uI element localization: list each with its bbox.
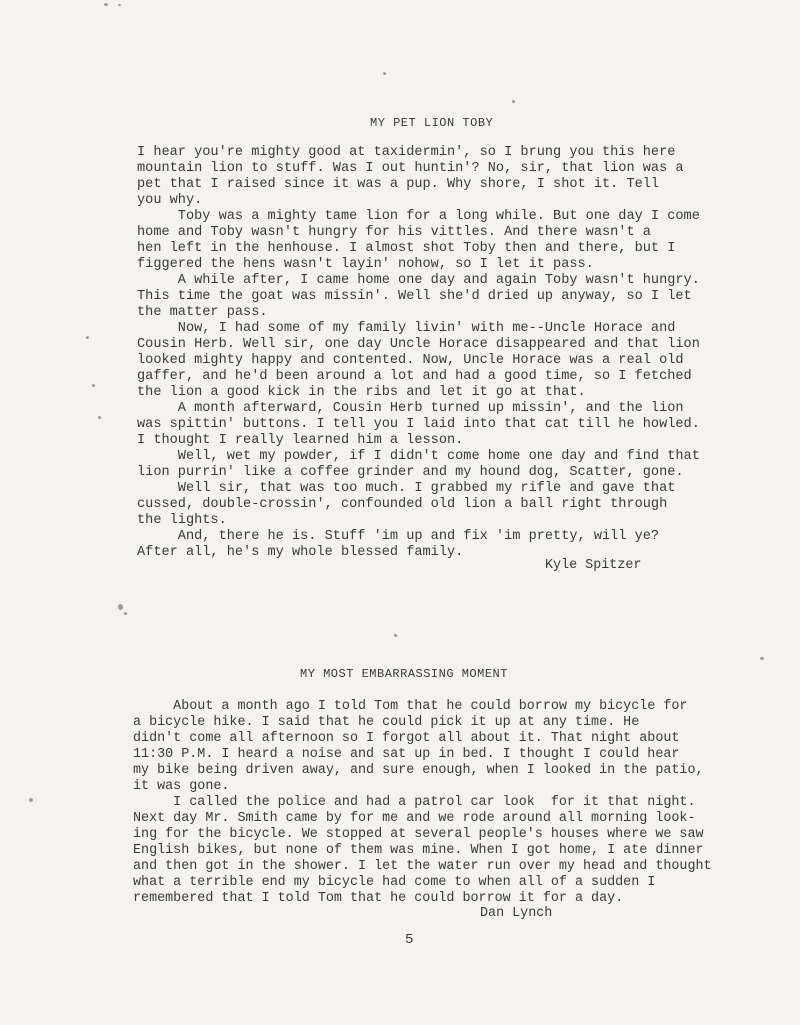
story1-line: Well, wet my powder, if I didn't come home one day and find that bbox=[137, 449, 700, 464]
story1-line: A month afterward, Cousin Herb turned up missin', and the lion bbox=[137, 401, 684, 416]
story1-line: Cousin Herb. Well sir, one day Uncle Horace disappeared and that lion bbox=[137, 337, 700, 352]
story1-line: I thought I really learned him a lesson. bbox=[137, 433, 464, 448]
story1-line: A while after, I came home one day and again Toby wasn't hungry. bbox=[137, 273, 700, 288]
story1-line: lion purrin' like a coffee grinder and my hound dog, Scatter, gone. bbox=[137, 465, 684, 480]
story1-line: pet that I raised since it was a pup. Why shore, I shot it. Tell bbox=[137, 177, 660, 192]
story1-title: MY PET LION TOBY bbox=[370, 116, 494, 130]
story1-line: figgered the hens wasn't layin' nohow, so I let it pass. bbox=[137, 257, 594, 272]
story1-line: mountain lion to stuff. Was I out huntin'? No, sir, that lion was a bbox=[137, 161, 684, 176]
story2-line: About a month ago I told Tom that he could borrow my bicycle for bbox=[133, 699, 688, 714]
story2-line: my bike being driven away, and sure enough, when I looked in the patio, bbox=[133, 763, 704, 778]
story1-line: you why. bbox=[137, 193, 203, 208]
ink-speck bbox=[124, 612, 127, 615]
ink-speck bbox=[86, 336, 89, 339]
story1-line: hen left in the henhouse. I almost shot Toby then and there, but I bbox=[137, 241, 676, 256]
story1-line: the lights. bbox=[137, 513, 227, 528]
story1-line: the matter pass. bbox=[137, 305, 268, 320]
ink-speck bbox=[104, 3, 108, 6]
ink-speck bbox=[29, 798, 33, 802]
story1-line: And, there he is. Stuff 'im up and fix 'im pretty, will ye? bbox=[137, 529, 660, 544]
story2-line: remembered that I told Tom that he could borrow it for a day. bbox=[133, 891, 624, 906]
story2-line: a bicycle hike. I said that he could pick it up at any time. He bbox=[133, 715, 640, 730]
page-number: 5 bbox=[405, 932, 414, 948]
story2-line: what a terrible end my bicycle had come to when all of a sudden I bbox=[133, 875, 656, 890]
ink-speck bbox=[394, 634, 397, 637]
ink-speck bbox=[118, 604, 123, 610]
story2-line: 11:30 P.M. I heard a noise and sat up in bed. I thought I could hear bbox=[133, 747, 680, 762]
story2-line: I called the police and had a patrol car look for it that night. bbox=[133, 795, 696, 810]
ink-speck bbox=[512, 100, 515, 103]
story1-line: Now, I had some of my family livin' with me--Uncle Horace and bbox=[137, 321, 676, 336]
ink-speck bbox=[383, 72, 386, 75]
story2-line: English bikes, but none of them was mine. When I got home, I ate dinner bbox=[133, 843, 704, 858]
story2-line: it was gone. bbox=[133, 779, 230, 794]
story1-line: This time the goat was missin'. Well she'd dried up anyway, so I let bbox=[137, 289, 692, 304]
story1-line: the lion a good kick in the ribs and let it go at that. bbox=[137, 385, 586, 400]
story1-line: I hear you're mighty good at taxidermin', so I brung you this here bbox=[137, 145, 676, 160]
story2-line: Next day Mr. Smith came by for me and we rode around all morning look- bbox=[133, 811, 696, 826]
story1-line: Toby was a mighty tame lion for a long while. But one day I come bbox=[137, 209, 700, 224]
story2-line: didn't come all afternoon so I forgot all about it. That night about bbox=[133, 731, 680, 746]
ink-speck bbox=[118, 4, 121, 6]
story1-line: home and Toby wasn't hungry for his vittles. And there wasn't a bbox=[137, 225, 651, 240]
story1-line: After all, he's my whole blessed family. bbox=[137, 545, 464, 560]
ink-speck bbox=[98, 416, 101, 419]
ink-speck bbox=[760, 657, 764, 660]
story1-line: cussed, double-crossin', confounded old lion a ball right through bbox=[137, 497, 668, 512]
story2-author: Dan Lynch bbox=[480, 906, 553, 921]
story1-line: looked mighty happy and contented. Now, Uncle Horace was a real old bbox=[137, 353, 684, 368]
story2-line: ing for the bicycle. We stopped at several people's houses where we saw bbox=[133, 827, 704, 842]
story1-line: Well sir, that was too much. I grabbed my rifle and gave that bbox=[137, 481, 676, 496]
story2-line: and then got in the shower. I let the water run over my head and thought bbox=[133, 859, 712, 874]
story1-line: gaffer, and he'd been around a lot and had a good time, so I fetched bbox=[137, 369, 692, 384]
story1-author: Kyle Spitzer bbox=[545, 558, 642, 573]
story2-title: MY MOST EMBARRASSING MOMENT bbox=[300, 667, 508, 681]
ink-speck bbox=[92, 384, 95, 387]
story1-line: was spittin' buttons. I tell you I laid into that cat till he howled. bbox=[137, 417, 700, 432]
